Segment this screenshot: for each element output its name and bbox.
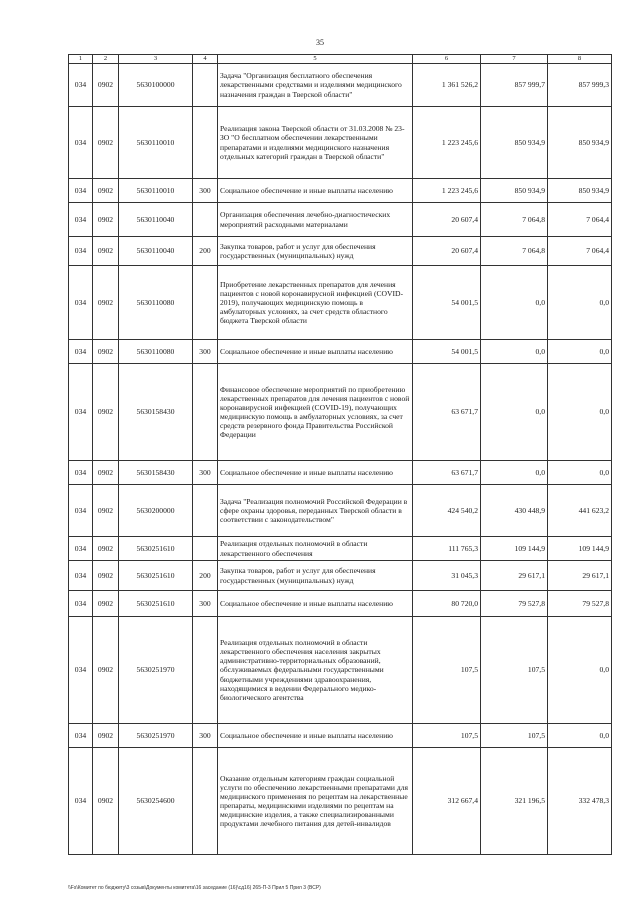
cell-year-1: 54 001,5 — [413, 340, 481, 364]
cell-expense-type: 200 — [193, 561, 218, 591]
cell-section: 0902 — [93, 237, 119, 266]
cell-target-code: 5630110010 — [119, 179, 193, 203]
table-row — [69, 724, 612, 748]
table-row — [69, 364, 612, 461]
cell-year-3: 0,0 — [548, 340, 612, 364]
table-row — [69, 461, 612, 485]
cell-expense-type — [193, 485, 218, 537]
cell-section: 0902 — [93, 591, 119, 617]
cell-target-code: 5630251610 — [119, 591, 193, 617]
cell-section: 0902 — [93, 266, 119, 340]
cell-section: 0902 — [93, 64, 119, 107]
cell-year-3: 857 999,3 — [548, 64, 612, 107]
cell-target-code: 5630251970 — [119, 724, 193, 748]
cell-section: 0902 — [93, 748, 119, 855]
table-row — [69, 561, 612, 591]
cell-year-2: 107,5 — [481, 617, 548, 724]
cell-year-1: 1 361 526,2 — [413, 64, 481, 107]
cell-section: 0902 — [93, 617, 119, 724]
header-col-3: 3 — [119, 55, 193, 64]
cell-year-1: 63 671,7 — [413, 364, 481, 461]
table-row — [69, 107, 612, 179]
cell-year-2: 7 064,8 — [481, 237, 548, 266]
cell-year-2: 79 527,8 — [481, 591, 548, 617]
cell-year-1: 1 223 245,6 — [413, 179, 481, 203]
cell-year-2: 0,0 — [481, 461, 548, 485]
header-col-5: 5 — [218, 55, 413, 64]
cell-year-2: 321 196,5 — [481, 748, 548, 855]
cell-ministry: 034 — [69, 724, 93, 748]
cell-year-1: 107,5 — [413, 617, 481, 724]
cell-ministry: 034 — [69, 617, 93, 724]
page-number: 35 — [316, 38, 324, 47]
cell-year-2: 107,5 — [481, 724, 548, 748]
cell-section: 0902 — [93, 485, 119, 537]
cell-ministry: 034 — [69, 107, 93, 179]
cell-ministry: 034 — [69, 179, 93, 203]
cell-year-2: 0,0 — [481, 340, 548, 364]
cell-year-2: 109 144,9 — [481, 537, 548, 561]
cell-year-1: 111 765,3 — [413, 537, 481, 561]
cell-expense-type: 300 — [193, 591, 218, 617]
cell-expense-type: 300 — [193, 179, 218, 203]
cell-target-code: 5630251970 — [119, 617, 193, 724]
cell-year-1: 20 607,4 — [413, 203, 481, 237]
cell-description: Задача "Организация бесплатного обеспечения лекарственными средствами и изделиями медицинского назначения граждан в Тверской области" — [218, 64, 413, 107]
header-row — [69, 55, 612, 64]
cell-year-3: 0,0 — [548, 364, 612, 461]
cell-expense-type — [193, 107, 218, 179]
cell-year-3: 0,0 — [548, 617, 612, 724]
cell-description: Закупка товаров, работ и услуг для обеспечения государственных (муниципальных) нужд — [218, 237, 413, 266]
cell-ministry: 034 — [69, 537, 93, 561]
cell-year-1: 31 045,3 — [413, 561, 481, 591]
cell-year-2: 430 448,9 — [481, 485, 548, 537]
cell-description: Приобретение лекарственных препаратов для лечения пациентов с новой коронавирусной инфекцией (COVID-2019), получающих медицинскую помощь в амбулаторных условиях, за счет средств областного бюджета Тверской области — [218, 266, 413, 340]
table-row — [69, 266, 612, 340]
cell-target-code: 5630110080 — [119, 340, 193, 364]
cell-target-code: 5630254600 — [119, 748, 193, 855]
cell-year-2: 0,0 — [481, 364, 548, 461]
cell-year-1: 63 671,7 — [413, 461, 481, 485]
cell-year-3: 7 064,4 — [548, 203, 612, 237]
cell-ministry: 034 — [69, 748, 93, 855]
cell-ministry: 034 — [69, 591, 93, 617]
cell-description: Оказание отдельным категориям граждан социальной услуги по обеспечению лекарственными препаратами для медицинского применения по рецептам на лекарственные препараты, медицинскими изделиями по рецептам на медицинские изделия, а также специализированными продуктами лечебного питания для детей-инвалидов — [218, 748, 413, 855]
cell-target-code: 5630100000 — [119, 64, 193, 107]
cell-target-code: 5630251610 — [119, 561, 193, 591]
table-row — [69, 203, 612, 237]
header-col-4: 4 — [193, 55, 218, 64]
cell-ministry: 034 — [69, 237, 93, 266]
cell-ministry: 034 — [69, 340, 93, 364]
cell-expense-type: 300 — [193, 724, 218, 748]
header-col-7: 7 — [481, 55, 548, 64]
cell-ministry: 034 — [69, 266, 93, 340]
cell-target-code: 5630251610 — [119, 537, 193, 561]
cell-expense-type — [193, 617, 218, 724]
cell-year-2: 850 934,9 — [481, 107, 548, 179]
cell-description: Организация обеспечения лечебно-диагностических мероприятий расходными материалами — [218, 203, 413, 237]
cell-description: Закупка товаров, работ и услуг для обеспечения государственных (муниципальных) нужд — [218, 561, 413, 591]
cell-section: 0902 — [93, 340, 119, 364]
cell-year-1: 80 720,0 — [413, 591, 481, 617]
cell-year-1: 20 607,4 — [413, 237, 481, 266]
cell-section: 0902 — [93, 724, 119, 748]
table-row — [69, 748, 612, 855]
cell-expense-type: 200 — [193, 237, 218, 266]
cell-year-3: 7 064,4 — [548, 237, 612, 266]
cell-description: Социальное обеспечение и иные выплаты населению — [218, 591, 413, 617]
cell-ministry: 034 — [69, 461, 93, 485]
cell-ministry: 034 — [69, 64, 93, 107]
header-col-2: 2 — [93, 55, 119, 64]
table-row — [69, 485, 612, 537]
cell-year-3: 29 617,1 — [548, 561, 612, 591]
cell-description: Финансовое обеспечение мероприятий по приобретению лекарственных препаратов для лечения пациентов с новой коронавирусной инфекцией (COVID-19), получающих медицинскую помощь в амбулаторных условиях, за счет средств резервного фонда Правительства Российской Федерации — [218, 364, 413, 461]
cell-year-3: 850 934,9 — [548, 107, 612, 179]
cell-year-3: 0,0 — [548, 461, 612, 485]
cell-section: 0902 — [93, 107, 119, 179]
cell-expense-type — [193, 364, 218, 461]
cell-expense-type: 300 — [193, 340, 218, 364]
cell-year-3: 332 478,3 — [548, 748, 612, 855]
cell-year-2: 29 617,1 — [481, 561, 548, 591]
cell-description: Реализация отдельных полномочий в области лекарственного обеспечения населения закрытых административно-территориальных образований, обслуживаемых федеральными государственными бюджетными учреждениями здравоохранения, находящимися в ведении Федерального медико-биологического агентства — [218, 617, 413, 724]
cell-description: Реализация закона Тверской области от 31.03.2008 № 23-ЗО "О бесплатном обеспечении лекарственными препаратами и изделиями медицинского назначения отдельных категорий граждан в Тверской области" — [218, 107, 413, 179]
cell-description: Социальное обеспечение и иные выплаты населению — [218, 340, 413, 364]
cell-target-code: 5630110080 — [119, 266, 193, 340]
table-row — [69, 340, 612, 364]
cell-description: Реализация отдельных полномочий в области лекарственного обеспечения — [218, 537, 413, 561]
header-col-1: 1 — [69, 55, 93, 64]
cell-ministry: 034 — [69, 203, 93, 237]
header-col-8: 8 — [548, 55, 612, 64]
cell-expense-type — [193, 748, 218, 855]
cell-year-1: 107,5 — [413, 724, 481, 748]
cell-expense-type — [193, 203, 218, 237]
cell-target-code: 5630158430 — [119, 461, 193, 485]
table-row — [69, 237, 612, 266]
cell-year-3: 850 934,9 — [548, 179, 612, 203]
cell-ministry: 034 — [69, 561, 93, 591]
cell-section: 0902 — [93, 461, 119, 485]
cell-target-code: 5630200000 — [119, 485, 193, 537]
cell-description: Социальное обеспечение и иные выплаты населению — [218, 179, 413, 203]
cell-year-2: 850 934,9 — [481, 179, 548, 203]
cell-ministry: 034 — [69, 485, 93, 537]
cell-year-2: 0,0 — [481, 266, 548, 340]
table-row — [69, 179, 612, 203]
table-row — [69, 64, 612, 107]
cell-description: Задача "Реализация полномочий Российской Федерации в сфере охраны здоровья, переданных Тверской области в соответствии с законодательством" — [218, 485, 413, 537]
table-row — [69, 591, 612, 617]
table-row — [69, 537, 612, 561]
table-row — [69, 617, 612, 724]
cell-target-code: 5630110010 — [119, 107, 193, 179]
cell-year-1: 1 223 245,6 — [413, 107, 481, 179]
cell-year-3: 0,0 — [548, 724, 612, 748]
cell-year-3: 441 623,2 — [548, 485, 612, 537]
cell-target-code: 5630158430 — [119, 364, 193, 461]
cell-description: Социальное обеспечение и иные выплаты населению — [218, 724, 413, 748]
cell-year-3: 109 144,9 — [548, 537, 612, 561]
cell-year-1: 54 001,5 — [413, 266, 481, 340]
header-col-6: 6 — [413, 55, 481, 64]
cell-year-3: 0,0 — [548, 266, 612, 340]
cell-ministry: 034 — [69, 364, 93, 461]
cell-section: 0902 — [93, 561, 119, 591]
cell-section: 0902 — [93, 203, 119, 237]
cell-year-2: 857 999,7 — [481, 64, 548, 107]
cell-year-2: 7 064,8 — [481, 203, 548, 237]
cell-year-1: 312 667,4 — [413, 748, 481, 855]
cell-expense-type: 300 — [193, 461, 218, 485]
cell-expense-type — [193, 64, 218, 107]
cell-section: 0902 — [93, 364, 119, 461]
cell-target-code: 5630110040 — [119, 203, 193, 237]
file-path-footer: \\Fs\Комитет по бюджету\3 созыв\Документы комитета\16 заседание (16)\сд16) 265-П-3 Прил 5 Прил 3 (ВСР) — [68, 885, 321, 891]
cell-section: 0902 — [93, 179, 119, 203]
budget-table — [68, 54, 612, 855]
cell-description: Социальное обеспечение и иные выплаты населению — [218, 461, 413, 485]
cell-target-code: 5630110040 — [119, 237, 193, 266]
cell-expense-type — [193, 537, 218, 561]
cell-year-1: 424 540,2 — [413, 485, 481, 537]
cell-year-3: 79 527,8 — [548, 591, 612, 617]
cell-expense-type — [193, 266, 218, 340]
cell-section: 0902 — [93, 537, 119, 561]
